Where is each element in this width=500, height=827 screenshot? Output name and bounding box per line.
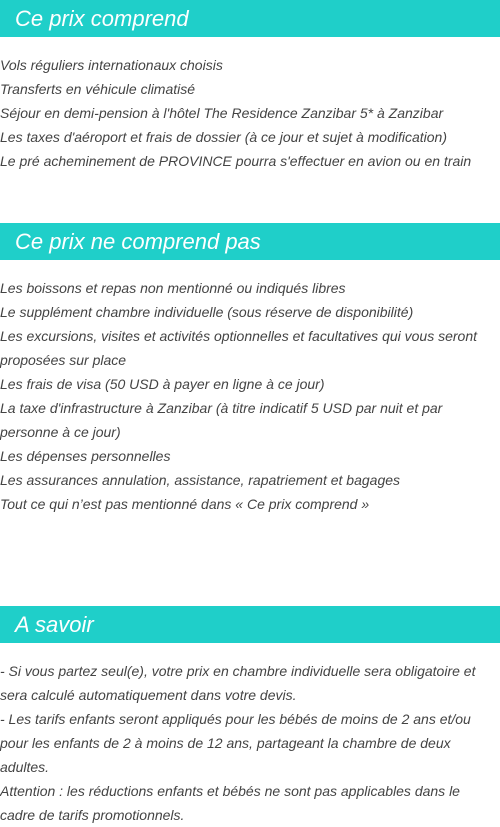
list-item: Le pré acheminement de PROVINCE pourra s'effectuer en avion ou en train (0, 153, 472, 169)
list-item: Les frais de visa (50 USD à payer en ligne à ce jour) (0, 376, 325, 392)
section-title: Ce prix ne comprend pas (0, 223, 500, 260)
list-item: Les assurances annulation, assistance, rapatriement et bagages (0, 472, 401, 488)
included-list (0, 53, 500, 173)
list-item: Séjour en demi-pension à l'hôtel The Residence Zanzibar 5* à Zanzibar (0, 105, 444, 121)
list-item: Vols réguliers internationaux choisis (0, 57, 223, 73)
section-title: A savoir (0, 606, 500, 643)
section-price-includes (0, 0, 500, 173)
list-item: Les dépenses personnelles (0, 448, 171, 464)
list-item: Le supplément chambre individuelle (sous réserve de disponibilité) (0, 304, 414, 320)
section-price-excludes (0, 223, 500, 516)
list-item: Les excursions, visites et activités optionnelles et facultatives qui vous seront proposées sur place (0, 328, 478, 368)
section-title: Ce prix comprend (0, 0, 500, 37)
list-item: Les boissons et repas non mentionné ou indiqués libres (0, 280, 346, 296)
list-item: - Si vous partez seul(e), votre prix en chambre individuelle sera obligatoire et sera calculé automatiquement dans votre devis. (0, 663, 476, 703)
excluded-list (0, 276, 500, 516)
list-item: La taxe d'infrastructure à Zanzibar (à titre indicatif 5 USD par nuit et par personne à ce jour) (0, 400, 443, 440)
list-item: Tout ce qui n’est pas mentionné dans « Ce prix comprend » (0, 496, 370, 512)
list-item: Attention : les réductions enfants et bébés ne sont pas applicables dans le cadre de tarifs promotionnels. (0, 783, 460, 823)
section-good-to-know (0, 606, 500, 827)
list-item: Les taxes d'aéroport et frais de dossier (à ce jour et sujet à modification) (0, 129, 448, 145)
list-item: - Les tarifs enfants seront appliqués pour les bébés de moins de 2 ans et/ou pour les enfants de 2 à moins de 12 ans, partageant la chambre de deux adultes. (0, 711, 471, 775)
list-item: Transferts en véhicule climatisé (0, 81, 196, 97)
info-list (0, 659, 500, 827)
